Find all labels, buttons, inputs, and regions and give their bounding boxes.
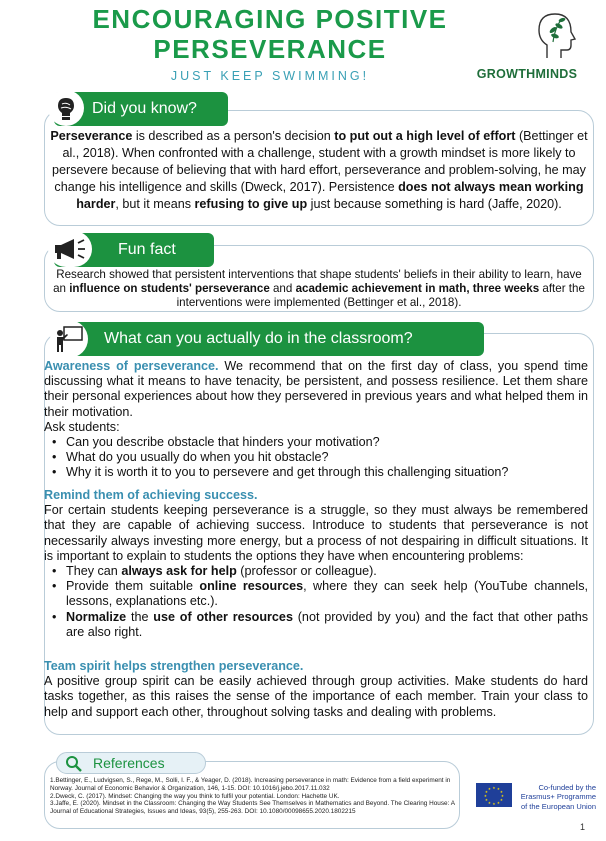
magnifier-icon xyxy=(65,755,83,773)
svg-text:★: ★ xyxy=(499,797,504,802)
svg-text:★: ★ xyxy=(492,802,496,806)
reference-item: 3.Jaffe, E. (2020). Mindset in the Classroom: Changing the Way Students See Themselves in Mathematics and Beyond. The Clearing House: A Journal of Educational Strategies, Issues and Ideas, 93(5), 255-263. DOI: 10.1080/00098655.2020.1802215 xyxy=(50,800,455,816)
svg-text:★: ★ xyxy=(496,787,501,792)
remind-success-heading: Remind them of achieving success. xyxy=(44,488,258,502)
remind-success-text: For certain students keeping perseverance is a struggle, so they must always be remembered that they are capable of achieving success. Introduce to students that perseverance is not necessarily always investing more energy, but a process of not despairing in difficult situations. It is important to explain to students the options they have when encountering problems: xyxy=(44,503,588,563)
ask-students-list xyxy=(44,435,588,481)
head-sprout-icon xyxy=(531,8,581,62)
title-line-1: ENCOURAGING POSITIVE xyxy=(92,4,448,34)
title-line-2: PERSEVERANCE xyxy=(153,34,387,64)
team-spirit-section xyxy=(44,659,588,720)
list-item: • Why it is worth it to you to persevere and get through this challenging situation? xyxy=(66,465,588,480)
page-number: 1 xyxy=(580,822,586,832)
svg-text:★: ★ xyxy=(499,790,504,795)
svg-text:★: ★ xyxy=(492,786,496,790)
awareness-heading: Awareness of perseverance. xyxy=(44,359,219,373)
eu-funding-text: Co-funded by the Erasmus+ Programme of the European Union xyxy=(520,783,596,811)
list-item: • Normalize the use of other resources (not provided by you) and the fact that other paths are also right. xyxy=(66,610,588,640)
awareness-section xyxy=(44,359,588,481)
fun-fact-badge xyxy=(54,233,214,267)
did-you-know-text: Perseverance is described as a person's decision to put out a high level of effort (Bettinger et al., 2018). When confronted with a challenge, student with a growth mindset is more likely to persevere because of believing that with hard effort, perseverance and problem-solving, he may change his intelligence and skills (Dweck, 2017). Persistence does not always mean working harder, but it means refusing to give up just because something is hard (Jaffe, 2020). xyxy=(50,129,588,211)
teacher-board-icon xyxy=(50,320,88,358)
subtitle: JUST KEEP SWIMMING! xyxy=(170,69,370,83)
team-spirit-heading: Team spirit helps strengthen perseverance. xyxy=(44,659,304,673)
references-badge xyxy=(56,752,206,774)
team-spirit-text: A positive group spirit can be easily achieved through group activities. Make students do hard tasks together, as this raises the sense of the importance of each member. Train your class to help and support each other, throughout solving tasks and dealing with problems. xyxy=(44,674,588,719)
reference-item: 2.Dweck, C. (2017). Mindset: Changing the way you think to fulfil your potential. London: Hachette UK. xyxy=(50,792,340,800)
list-item: • What do you usually do when you hit obstacle? xyxy=(66,450,588,465)
svg-text:★: ★ xyxy=(487,787,492,792)
list-item: • Can you describe obstacle that hinders your motivation? xyxy=(66,435,588,450)
megaphone-icon xyxy=(48,231,92,267)
references-label: References xyxy=(93,755,165,771)
references-list xyxy=(50,777,455,816)
list-item: • They can always ask for help (professor or colleague). xyxy=(66,564,588,579)
did-you-know-badge xyxy=(54,92,228,126)
ask-students-label: Ask students: xyxy=(44,419,120,434)
fun-fact-text: Research showed that persistent interventions that shape students' beliefs in their ability to learn, have an influence on students' perseverance and academic achievement in math, three weeks after the interventions were implemented (Bettinger et al., 2018). xyxy=(53,268,585,309)
svg-text:★: ★ xyxy=(483,794,488,798)
classroom-label: What can you actually do in the classroom? xyxy=(104,330,413,347)
list-item: • Provide them suitable online resources, where they can seek help (YouTube channels, lessons, explanations etc.). xyxy=(66,579,588,609)
logo-text: GROWTHMINDS xyxy=(476,67,578,81)
svg-text:★: ★ xyxy=(484,790,489,795)
svg-text:★: ★ xyxy=(500,794,505,798)
svg-text:★: ★ xyxy=(484,797,489,802)
svg-text:★: ★ xyxy=(487,800,492,805)
eu-flag-icon xyxy=(476,783,512,807)
classroom-badge xyxy=(60,322,484,356)
awareness-text: We recommend that on the first day of class, you spend time discussing what it means to have tenacity, be persistent, and possess resilience. Let them share their personal experiences about how they persevered in previous years and what helped them in their motivation. xyxy=(44,359,588,419)
reference-item: 1.Bettinger, E., Ludvigsen, S., Rege, M., Solli, I. F., & Yeager, D. (2018). Increasing perseverance in math: Evidence from a field experiment in Norway. Journal of Economic Behavior & Organization, 146, 1-15. DOI: 10.1016/j.jebo.2017.11.032 xyxy=(50,777,451,792)
brain-lightbulb-icon xyxy=(48,90,84,126)
remind-success-section xyxy=(44,488,588,640)
fun-fact-label: Fun fact xyxy=(118,241,176,258)
did-you-know-label: Did you know? xyxy=(92,100,197,117)
svg-text:★: ★ xyxy=(496,800,501,805)
options-list xyxy=(44,564,588,640)
